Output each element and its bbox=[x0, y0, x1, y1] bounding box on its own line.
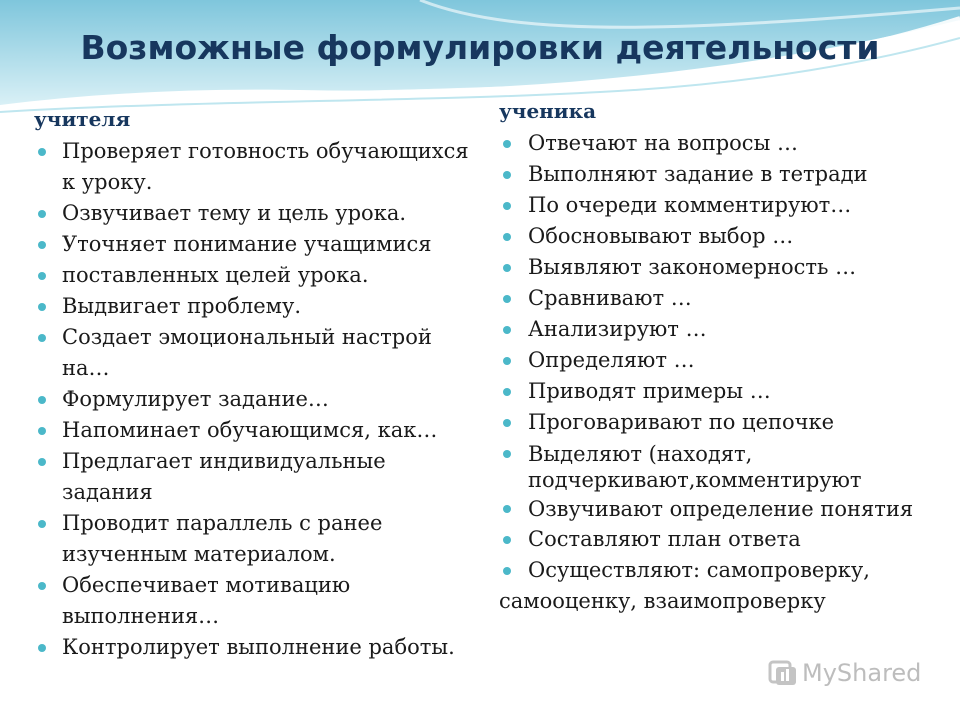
teacher-list bbox=[34, 136, 474, 663]
teacher-heading: учителя bbox=[34, 107, 131, 131]
bullet-icon bbox=[38, 334, 46, 342]
slide-title: Возможные формулировки деятельности bbox=[80, 28, 880, 67]
bullet-icon bbox=[38, 272, 46, 280]
bullet-icon bbox=[38, 303, 46, 311]
list-item: Обеспечивает мотивацию выполнения… bbox=[34, 570, 474, 632]
list-item: Выделяют (находят, подчеркивают,комментируют bbox=[499, 441, 939, 493]
list-item: Напоминает обучающимся, как… bbox=[34, 415, 474, 446]
list-item: Уточняет понимание учащимися bbox=[34, 229, 474, 260]
list-item: Выявляют закономерность … bbox=[499, 252, 939, 283]
list-item: Предлагает индивидуальные задания bbox=[34, 446, 474, 508]
bullet-icon bbox=[38, 210, 46, 218]
student-heading: ученика bbox=[499, 99, 597, 123]
bullet-icon bbox=[38, 458, 46, 466]
list-item: Проверяет готовность обучающихся к уроку. bbox=[34, 136, 474, 198]
list-item: Проводит параллель с ранее изученным материалом. bbox=[34, 508, 474, 570]
bullet-icon bbox=[503, 419, 511, 427]
bullet-icon bbox=[503, 505, 511, 513]
list-item: Осуществляют: самопроверку, самооценку, взаимопроверку bbox=[499, 558, 870, 613]
list-item: Составляют план ответа bbox=[499, 524, 939, 555]
bullet-icon bbox=[503, 140, 511, 148]
bullet-icon bbox=[503, 171, 511, 179]
list-item: Создает эмоциональный настрой на… bbox=[34, 322, 474, 384]
bullet-icon bbox=[503, 202, 511, 210]
list-item: Контролирует выполнение работы. bbox=[34, 632, 474, 663]
list-item: Приводят примеры … bbox=[499, 376, 939, 407]
myshared-watermark bbox=[768, 658, 921, 688]
bullet-icon bbox=[503, 233, 511, 241]
list-item: Выполняют задание в тетради bbox=[499, 159, 939, 190]
bullet-icon bbox=[503, 567, 511, 575]
list-item: Отвечают на вопросы … bbox=[499, 128, 939, 159]
list-item: Проговаривают по цепочке bbox=[499, 407, 939, 438]
watermark-text: MyShared bbox=[802, 659, 922, 687]
bullet-icon bbox=[503, 536, 511, 544]
list-item: Озвучивают определение понятия bbox=[499, 496, 939, 522]
bullet-icon bbox=[38, 427, 46, 435]
bullet-icon bbox=[503, 326, 511, 334]
myshared-logo-icon bbox=[768, 658, 798, 688]
student-column bbox=[499, 98, 939, 617]
bullet-icon bbox=[38, 148, 46, 156]
list-item: Сравнивают … bbox=[499, 283, 939, 314]
bullet-icon bbox=[38, 644, 46, 652]
bullet-icon bbox=[503, 388, 511, 396]
bullet-icon bbox=[38, 520, 46, 528]
bullet-icon bbox=[503, 264, 511, 272]
list-item: Обосновывают выбор … bbox=[499, 221, 939, 252]
list-item: По очереди комментируют… bbox=[499, 190, 939, 221]
bullet-icon bbox=[503, 295, 511, 303]
list-item: поставленных целей урока. bbox=[34, 260, 474, 291]
teacher-column bbox=[34, 106, 474, 663]
bullet-icon bbox=[503, 357, 511, 365]
list-item: Выдвигает проблему. bbox=[34, 291, 474, 322]
list-item: Озвучивает тему и цель урока. bbox=[34, 198, 474, 229]
list-item: Определяют … bbox=[499, 345, 939, 376]
student-list bbox=[499, 128, 939, 617]
bullet-icon bbox=[38, 241, 46, 249]
bullet-icon bbox=[38, 396, 46, 404]
list-item: Анализируют … bbox=[499, 314, 939, 345]
bullet-icon bbox=[38, 582, 46, 590]
bullet-icon bbox=[503, 450, 511, 458]
list-item: Формулирует задание… bbox=[34, 384, 474, 415]
